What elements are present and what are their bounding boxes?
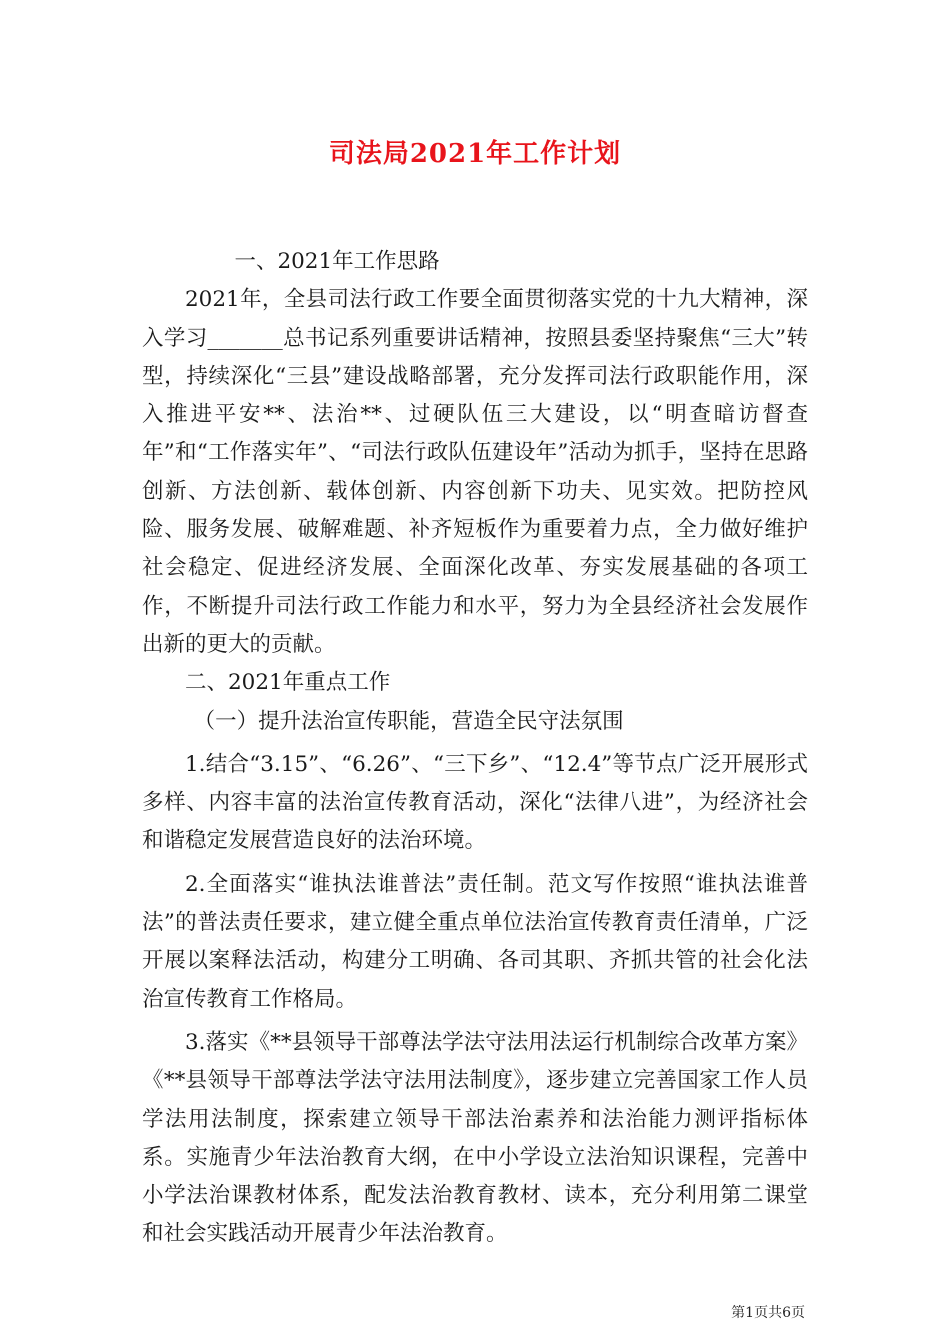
subsection-heading-1: （一）提升法治宣传职能，营造全民守法氛围 (193, 708, 624, 734)
section-heading-1: 一、2021年工作思路 (234, 249, 440, 274)
body-paragraph: 2021年，全县司法行政工作要全面贯彻落实党的十九大精神，深入学习_______总书记系列重要讲话精神，按照县委坚持聚焦“三大”转型，持续深化“三县”建设战略部署，充分发挥司法行政职能作用，深入推进平安**、法治**、过硬队伍三大建设，以“明查暗访督查年”和“工作落实年”、“司法行政队伍建设年”活动为抓手，坚持在思路创新、方法创新、载体创新、内容创新下功夫、见实效。把防控风险、服务发展、破解难题、补齐短板作为重要着力点，全力做好维护社会稳定、促进经济发展、全面深化改革、夯实发展基础的各项工作，不断提升司法行政工作能力和水平，努力为全县经济社会发展作出新的更大的贡献。 (142, 287, 808, 657)
list-item-3: 3.落实《**县领导干部尊法学法守法用法运行机制综合改革方案》《**县领导干部尊法学法守法用法制度》，逐步建立完善国家工作人员学法用法制度，探索建立领导干部法治素养和法治能力测评指标体系。实施青少年法治教育大纲，在中小学设立法治知识课程，完善中小学法治课教材体系，配发法治教育教材、读本，充分利用第二课堂和社会实践活动开展青少年法治教育。 (142, 1029, 808, 1247)
document-title: 司法局2021年工作计划 (328, 139, 622, 169)
list-item-1: 1.结合“3.15”、“6.26”、“三下乡”、“12.4”等节点广泛开展形式多样、内容丰富的法治宣传教育活动，深化“法律八进”，为经济社会和谐稳定发展营造良好的法治环境。 (142, 751, 808, 854)
section-heading-2: 二、2021年重点工作 (185, 670, 391, 696)
page-number: 第1页共6页 (731, 1305, 805, 1321)
list-item-2: 2.全面落实“谁执法谁普法”责任制。范文写作按照“谁执法谁普法”的普法责任要求，建立健全重点单位法治宣传教育责任清单，广泛开展以案释法活动，构建分工明确、各司其职、齐抓共管的社会化法治宣传教育工作格局。 (142, 871, 808, 1012)
document-body (142, 243, 808, 1254)
